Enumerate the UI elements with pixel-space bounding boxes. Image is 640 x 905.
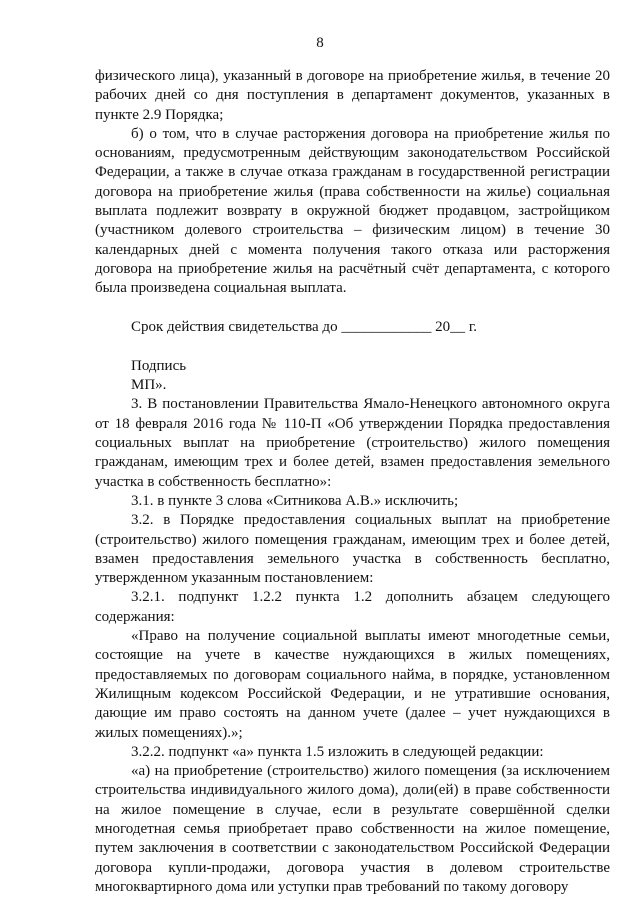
paragraph-b: б) о том, что в случае расторжения договора на приобретение жилья по основаниям, предусмотренным действующим законодательством Российской Федерации, а также в случае отказа гражданам в государственной регистрации договора на приобретение жилья (права собственности на жилье) социальная выплата подлежит возврату в окружной бюджет продавцом, застройщиком (участником долевого строительства – физическим лицом) в течение 30 календарных дней с момента получения такого отказа или расторжения договора на приобретение жилья на расчётный счёт департамента, с которого была произведена социальная выплата. [95, 125, 610, 297]
stamp-label: МП». [131, 377, 167, 394]
spacer [95, 337, 610, 357]
quoted-paragraph: «Право на получение социальной выплаты имеют многодетные семьи, состоящие на учете в качестве нуждающихся в жилых помещениях, предоставляемых по договорам социального найма, в порядке, установленном Жилищным кодексом Российской Федерации, и не утратившие основания, дающие им право состоять на данном учете (далее – учет нуждающихся в жилых помещениях).»; [95, 628, 610, 741]
spacer [95, 299, 610, 318]
paragraph-continuation: физического лица), указанный в договоре на приобретение жилья, в течение 20 рабочих дней со дня поступления в департамент документов, указанных в пункте 2.9 Порядка; [95, 68, 610, 123]
signature-label: Подпись [131, 357, 187, 374]
paragraph-3: 3. В постановлении Правительства Ямало-Ненецкого автономного округа от 18 февраля 2016 года № 110-П «Об утверждении Порядка предоставления социальных выплат на приобретение (строительство) жилого помещения гражданам, имеющим трех и более детей, взамен предоставления земельного участка в собственность бесплатно»: [95, 396, 610, 490]
paragraph-3-2-2: 3.2.2. подпункт «а» пункта 1.5 изложить в следующей редакции: [131, 743, 544, 760]
page-number: 8 [316, 35, 324, 51]
paragraph-a: «а) на приобретение (строительство) жилого помещения (за исключением строительства индивидуального жилого дома), доли(ей) в праве собственности на жилое помещение в случае, если в результате совершённой сделки многодетная семья приобретает право собственности на жилое помещение, путем заключения в соответствии с законодательством Российской Федерации договора купли-продажи, договора участия в долевом строительстве многоквартирного дома или уступки прав требований по такому договору [95, 763, 610, 895]
paragraph-3-2: 3.2. в Порядке предоставления социальных выплат на приобретение (строительство) жилого помещения гражданам, имеющим трех и более детей, взамен предоставления земельного участка в собственность бесплатно, утвержденном указанным постановлением: [95, 512, 610, 587]
paragraph-3-1: 3.1. в пункте 3 слова «Ситникова А.В.» исключить; [131, 492, 459, 509]
paragraph-3-2-1: 3.2.1. подпункт 1.2.2 пункта 1.2 дополнить абзацем следующего содержания: [95, 589, 610, 625]
document-body [95, 67, 610, 897]
certificate-validity-line: Срок действия свидетельства до ____________ 20__ г. [131, 318, 478, 335]
